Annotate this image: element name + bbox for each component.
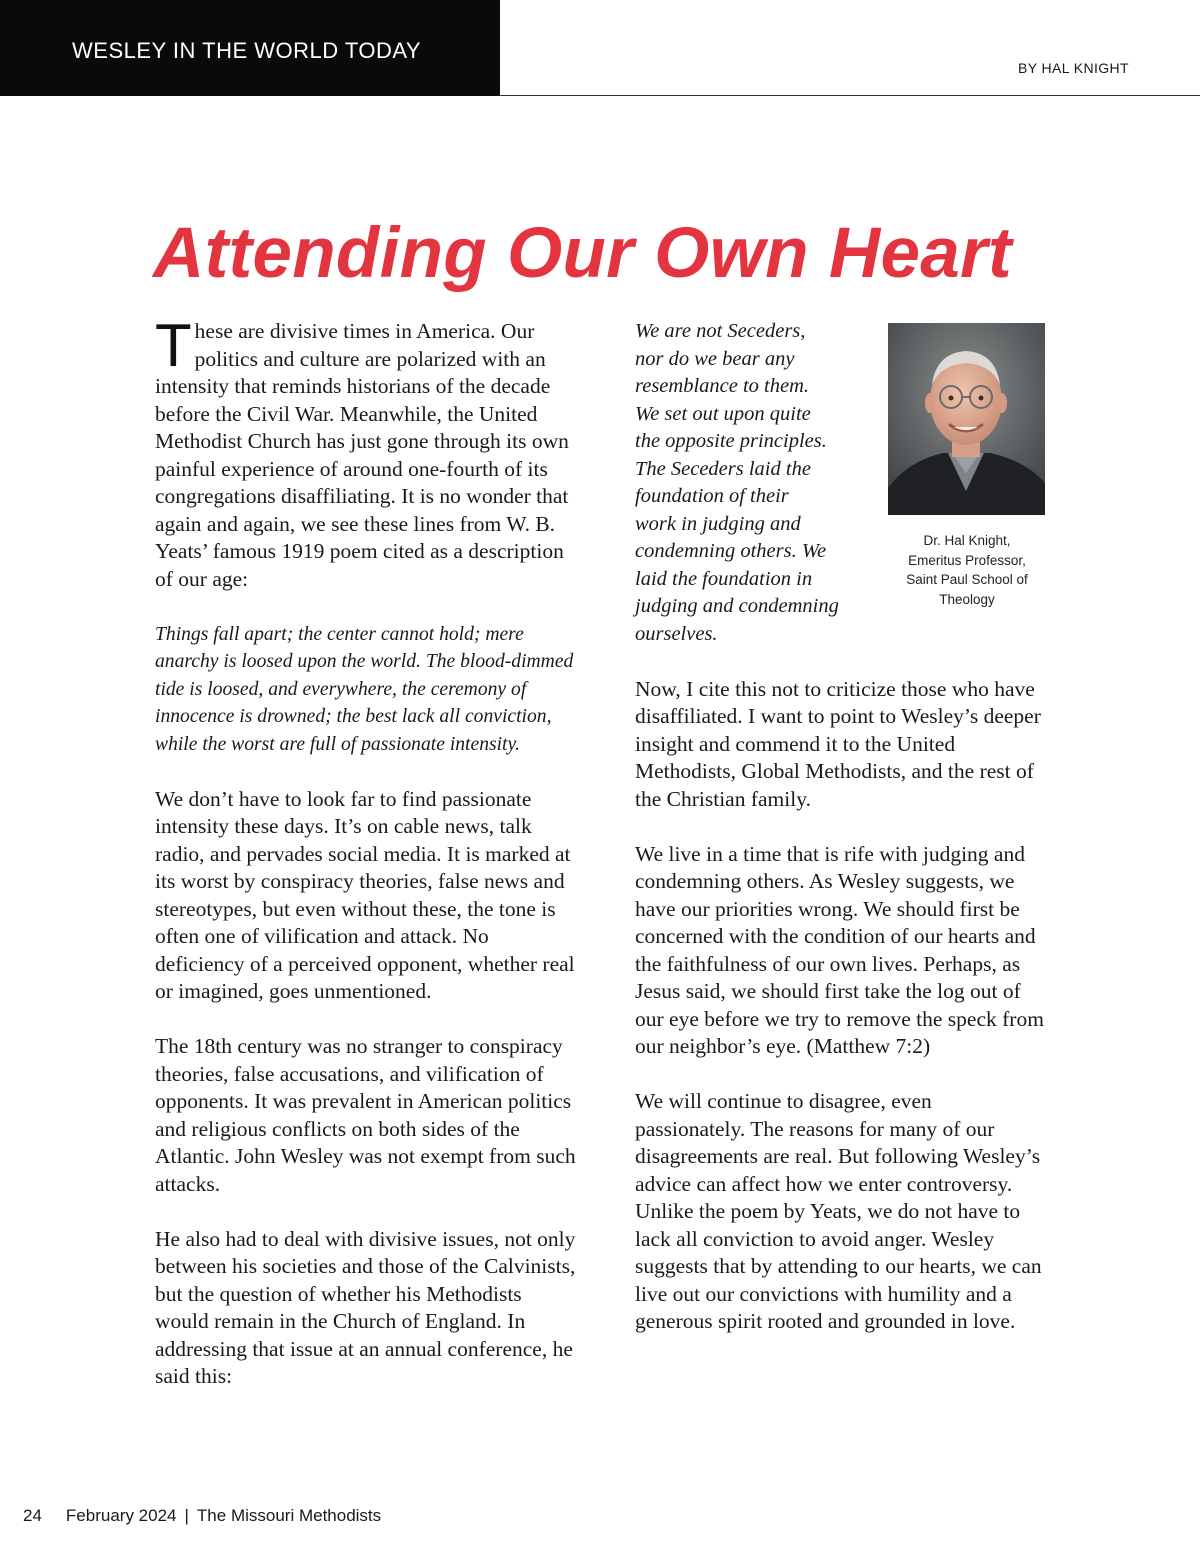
paragraph-4: He also had to deal with divisive issues, not only between his societies and those of the Calvinists, but the question of whether his Methodists would remain in the Church of England. In addressing that issue at an annual conference, he said this: — [155, 1226, 576, 1388]
header-divider — [500, 95, 1200, 96]
page-number: 24 — [23, 1506, 42, 1525]
author-byline: BY HAL KNIGHT — [1017, 60, 1129, 76]
quote-line: foundation of their — [635, 485, 789, 507]
quote-line: ourselves. — [635, 622, 718, 645]
paragraph-2: We don’t have to look far to find passionate intensity these days. It’s on cable news, talk radio, and pervades social media. It is marked at its worst by conspiracy theories, false news and stereotypes, but even without these, the tone is often one of vilification and attack. No deficiency of a perceived opponent, whether real or imagined, goes unmentioned. — [155, 786, 575, 1003]
author-photo — [888, 323, 1045, 515]
author-portrait-image — [888, 323, 1045, 515]
quote-line: the opposite principles. — [635, 430, 827, 452]
quote-line: nor do we bear any — [635, 347, 795, 370]
intro-text: hese are divisive times in America. Our politics and culture are polarized with an intensity that reminds historians of the decade before the Civil War. Meanwhile, the United Methodist Church has just gone through its own painful experience of around one-fourth of its congregations disaffiliating. It is no wonder that again and again, we see these lines from W. B. Yeats’ famous 1919 poem cited as a description of our age: — [155, 319, 569, 591]
issue-date: February 2024 — [65, 1506, 177, 1525]
yeats-quote: Things fall apart; the center cannot hold; mere anarchy is loosed upon the world. The blood-dimmed tide is loosed, and everywhere, the ceremony of innocence is drowned; the best lack all conviction, while the worst are full of passionate intensity. — [155, 623, 574, 755]
quote-line: resemblance to them. — [635, 375, 810, 397]
caption-line: Saint Paul School of — [906, 572, 1028, 587]
quote-line: condemning others. We — [635, 540, 827, 562]
paragraph-7: We will continue to disagree, even passionately. The reasons for many of our disagreements are real. But following Wesley’s advice can affect how we enter controversy. Unlike the poem by Yeats, we do not have to lack all conviction to avoid anger. Wesley suggests that by attending to our hearts, we can live out our convictions with humility and a generous spirit rooted and grounded in love. — [635, 1089, 1042, 1333]
section-title: WESLEY IN THE WORLD TODAY — [72, 38, 422, 63]
paragraph-3: The 18th century was no stranger to conspiracy theories, false accusations, and vilification of opponents. It was prevalent in American politics and religious conflicts on both sides of the Atlantic. John Wesley was not exempt from such attacks. — [155, 1034, 576, 1196]
caption-line: Theology — [939, 591, 995, 607]
quote-line: The Seceders laid the — [635, 457, 811, 480]
quote-line: We set out upon quite — [635, 402, 811, 425]
paragraph-6: We live in a time that is rife with judging and condemning others. As Wesley suggests, we have our priorities wrong. We should first be concerned with the condition of our hearts and the faithfulness of our own lives. Perhaps, as Jesus said, we should first take the log out of our eye before we try to remove the speck from our neighbor’s eye. (Matthew 7:2) — [635, 841, 1044, 1058]
left-column — [155, 312, 580, 1418]
quote-line: laid the foundation in — [635, 567, 813, 590]
article-headline: Attending Our Own Heart — [153, 214, 1012, 293]
quote-line: We are not Seceders, — [635, 320, 806, 342]
publication-name: The Missouri Methodists — [196, 1506, 382, 1525]
drop-cap: T — [155, 312, 192, 379]
footer-separator: | — [184, 1506, 189, 1525]
intro-paragraph — [155, 312, 580, 593]
wesley-quote — [635, 318, 850, 648]
quote-line: work in judging and — [635, 512, 801, 535]
paragraph-5: Now, I cite this not to criticize those who have disaffiliated. I want to point to Wesley’s deeper insight and commend it to the United Methodists, Global Methodists, and the rest of the Christian family. — [635, 676, 1041, 811]
page-footer — [23, 1506, 381, 1526]
caption-line: Emeritus Professor, — [908, 552, 1026, 568]
caption-line: Dr. Hal Knight, — [923, 533, 1011, 548]
photo-caption — [889, 531, 1045, 609]
quote-line: judging and condemning — [635, 595, 839, 617]
